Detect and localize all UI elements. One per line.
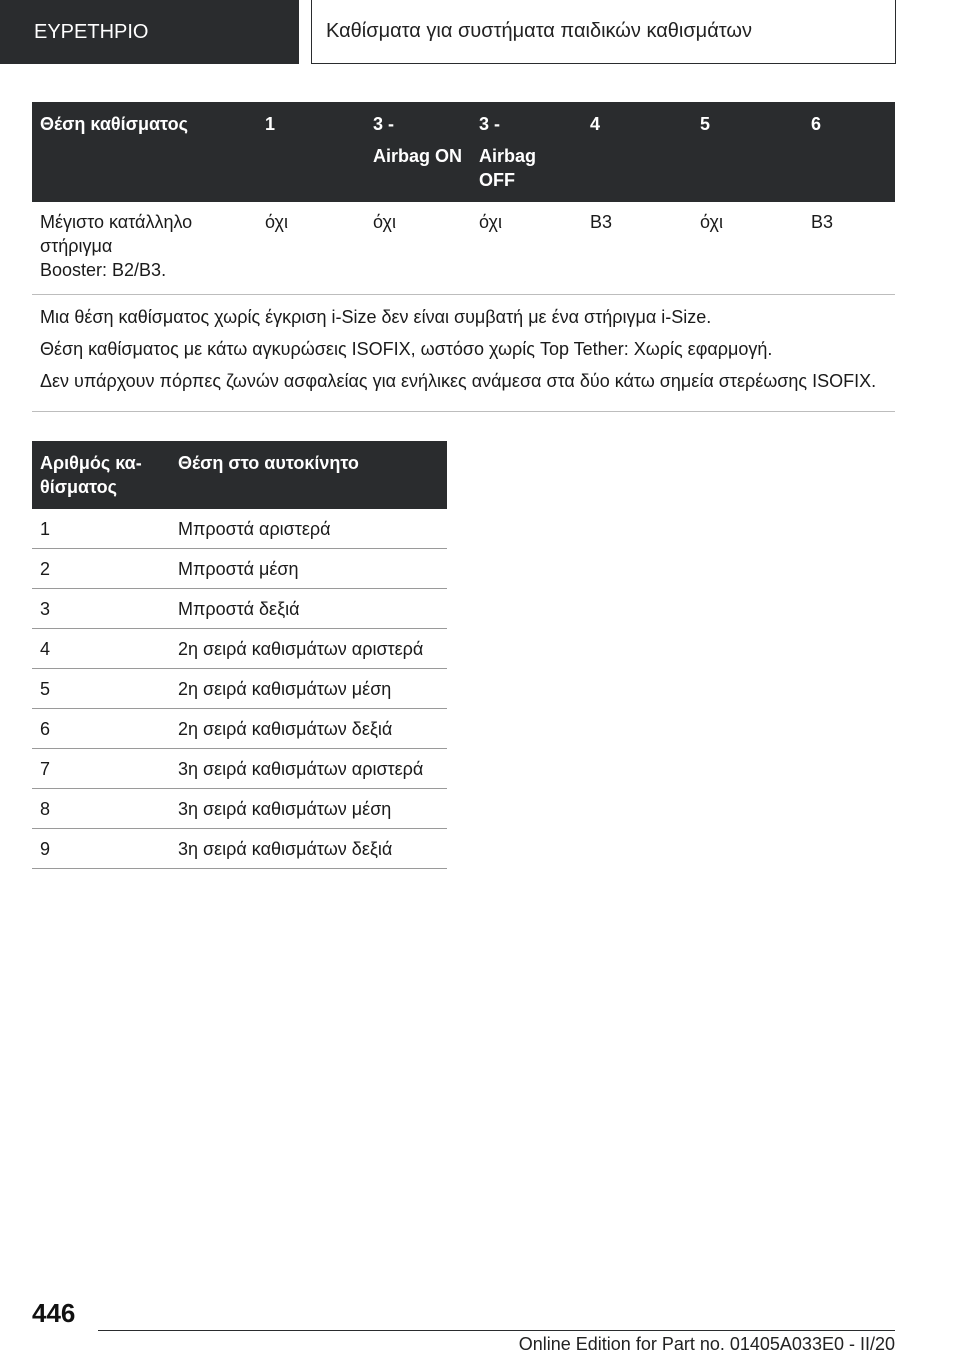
section-tab[interactable] bbox=[0, 0, 299, 64]
row-label: Μέγιστο κατάλληλο στήριγμα Booster: B2/B3. bbox=[32, 202, 257, 295]
table-row: 1 Μπροστά αριστερά bbox=[32, 509, 447, 549]
table-header-row bbox=[32, 102, 895, 202]
col-header-5: 5 bbox=[692, 102, 803, 202]
table-row: 2 Μπροστά μέση bbox=[32, 549, 447, 589]
cell-value: B3 bbox=[582, 202, 692, 295]
footer-edition: Online Edition for Part no. 01405A033E0 - II/20 bbox=[518, 1334, 895, 1354]
cell-value: όχι bbox=[692, 202, 803, 295]
table-row: 9 3η σειρά καθισμάτων δεξιά bbox=[32, 829, 447, 869]
table-row: 6 2η σειρά καθισμάτων δεξιά bbox=[32, 709, 447, 749]
table-header-row bbox=[32, 441, 447, 509]
note-text: Δεν υπάρχουν πόρπες ζωνών ασφαλείας για ενήλικες ανάμεσα στα δύο κάτω σημεία στερέωσης ISOFIX. bbox=[40, 371, 877, 391]
notes-row bbox=[32, 295, 895, 412]
seat-number-table bbox=[32, 441, 447, 869]
footer-divider bbox=[98, 1330, 895, 1331]
note-text: Μια θέση καθίσματος χωρίς έγκριση i-Size δεν είναι συμβατή με ένα στήριγμα i-Size. bbox=[40, 307, 712, 327]
col-header-seat-number: Αριθμός κα-θίσματος bbox=[32, 441, 170, 509]
note-text: Θέση καθίσματος με κάτω αγκυρώσεις ISOFIX, ωστόσο χωρίς Top Tether: Χωρίς εφαρμογή. bbox=[40, 339, 773, 359]
cell-value: B3 bbox=[803, 202, 895, 295]
col-header-6: 6 bbox=[803, 102, 895, 202]
col-header-3-airbag-off: 3 - Airbag OFF bbox=[471, 102, 582, 202]
table-row: 3 Μπροστά δεξιά bbox=[32, 589, 447, 629]
cell-value: όχι bbox=[471, 202, 582, 295]
col-header-seat-position: Θέση καθίσματος bbox=[32, 102, 257, 202]
table-row: 7 3η σειρά καθισμάτων αριστερά bbox=[32, 749, 447, 789]
col-header-3-airbag-on: 3 - Airbag ON bbox=[365, 102, 471, 202]
col-header-position: Θέση στο αυτοκίνητο bbox=[170, 441, 447, 509]
col-header-4: 4 bbox=[582, 102, 692, 202]
table-row bbox=[32, 202, 895, 295]
notes-cell bbox=[32, 295, 895, 412]
seat-suitability-table bbox=[32, 102, 895, 412]
cell-value: όχι bbox=[365, 202, 471, 295]
table-row: 4 2η σειρά καθισμάτων αριστερά bbox=[32, 629, 447, 669]
section-label: ΕΥΡΕΤΗΡΙΟ bbox=[34, 20, 149, 43]
cell-value: όχι bbox=[257, 202, 365, 295]
col-header-1: 1 bbox=[257, 102, 365, 202]
page-title-text: Καθίσματα για συστήματα παιδικών καθισμάτων bbox=[326, 20, 752, 42]
page-number: 446 bbox=[32, 1298, 76, 1328]
table-row: 8 3η σειρά καθισμάτων μέση bbox=[32, 789, 447, 829]
table-row: 5 2η σειρά καθισμάτων μέση bbox=[32, 669, 447, 709]
page-title bbox=[311, 0, 896, 64]
